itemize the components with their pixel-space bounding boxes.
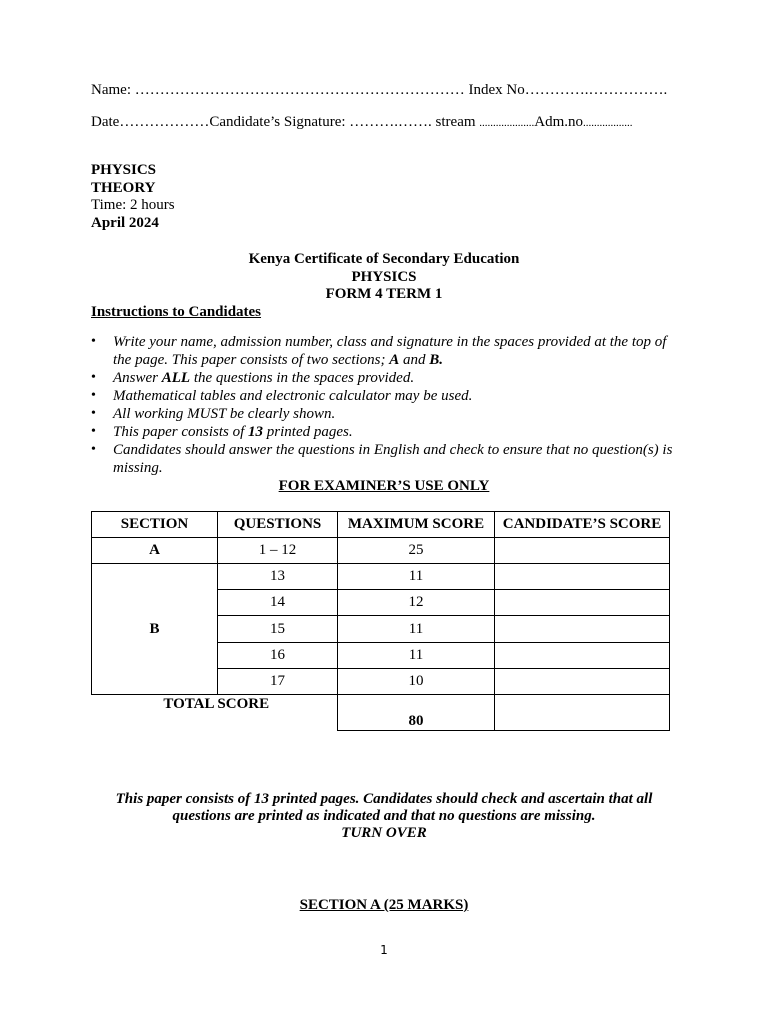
- row-score-cell[interactable]: [495, 669, 670, 695]
- row-questions: 17: [218, 669, 338, 695]
- table-row: [92, 564, 670, 590]
- instruction-item: [91, 423, 681, 441]
- row-score-cell[interactable]: [495, 564, 670, 590]
- section-a-label: A: [92, 538, 218, 564]
- instruction-text: the questions in the spaces provided.: [190, 370, 415, 386]
- table-row-section-a: [92, 538, 670, 564]
- row-max: 11: [338, 564, 495, 590]
- bullet-icon: •: [91, 370, 96, 385]
- instruction-text: A: [389, 352, 400, 368]
- page-number: 1: [380, 943, 388, 957]
- date-signature-line: [91, 113, 633, 132]
- paper-time: Time: 2 hours: [91, 197, 175, 213]
- row-score-cell[interactable]: [495, 616, 670, 643]
- instruction-text: and: [399, 352, 430, 368]
- turn-over: TURN OVER: [341, 825, 427, 841]
- col-header-questions: QUESTIONS: [218, 512, 338, 538]
- col-header-section: SECTION: [92, 512, 218, 538]
- adm-label: Adm.no: [534, 114, 584, 130]
- name-index-line: Name: ………………………………………………………… Index No………….…………….: [91, 82, 668, 98]
- row-max: 11: [338, 643, 495, 669]
- section-a-max: 25: [338, 538, 495, 564]
- instruction-text: This paper consists of: [113, 424, 249, 440]
- section-a-questions: 1 – 12: [218, 538, 338, 564]
- instruction-item: [91, 369, 681, 387]
- exam-form-term: FORM 4 TERM 1: [325, 286, 443, 302]
- paper-type: THEORY: [91, 180, 156, 196]
- instructions-list: [91, 333, 681, 477]
- row-questions: 15: [218, 616, 338, 643]
- row-questions: 16: [218, 643, 338, 669]
- table-row-total: [92, 695, 670, 731]
- row-score-cell[interactable]: [495, 643, 670, 669]
- instruction-text: printed pages.: [263, 424, 353, 440]
- instruction-text: 13: [248, 424, 264, 440]
- table-header-row: [92, 512, 670, 538]
- instruction-text: Mathematical tables and electronic calculator may be used.: [113, 388, 473, 404]
- date-signature-text: Date………………Candidate’s Signature: ……….……. stream: [91, 114, 480, 130]
- bullet-icon: •: [91, 406, 96, 421]
- section-a-heading: SECTION A (25 MARKS): [299, 897, 469, 913]
- instruction-item: [91, 333, 681, 369]
- bullet-icon: •: [91, 334, 96, 349]
- row-max: 12: [338, 590, 495, 616]
- total-score-label: TOTAL SCORE: [163, 696, 270, 712]
- instructions-title: Instructions to Candidates: [91, 304, 262, 320]
- instruction-item: [91, 405, 681, 423]
- row-max: 11: [338, 616, 495, 643]
- row-max: 10: [338, 669, 495, 695]
- exam-title: Kenya Certificate of Secondary Education: [248, 251, 520, 267]
- footer-note-line2: questions are printed as indicated and that no questions are missing.: [172, 808, 596, 824]
- instruction-item: [91, 441, 681, 477]
- paper-date: April 2024: [91, 215, 159, 231]
- instruction-item: [91, 387, 681, 405]
- instruction-text: B.: [429, 352, 444, 368]
- row-questions: 14: [218, 590, 338, 616]
- instruction-text: Write your name, admission number, class and signature in the spaces provided at the top of the page. This paper consists of two sections;: [113, 334, 667, 368]
- bullet-icon: •: [91, 388, 96, 403]
- stream-dots: ....................: [479, 117, 535, 129]
- exam-subject: PHYSICS: [351, 269, 417, 285]
- section-b-label: B: [92, 564, 218, 695]
- row-score-cell[interactable]: [495, 590, 670, 616]
- total-score-cell[interactable]: [495, 695, 670, 731]
- col-header-candidate-score: CANDIDATE’S SCORE: [495, 512, 670, 538]
- instruction-text: Candidates should answer the questions in English and check to ensure that no question(s) is missing.: [113, 442, 673, 476]
- instruction-text: ALL: [161, 370, 191, 386]
- col-header-max-score: MAXIMUM SCORE: [338, 512, 495, 538]
- footer-note-line1: This paper consists of 13 printed pages. Candidates should check and ascertain that all: [115, 791, 653, 807]
- instruction-text: All working MUST be clearly shown.: [113, 406, 336, 422]
- score-table: [91, 511, 670, 731]
- total-max: 80: [338, 695, 495, 731]
- examiner-heading: FOR EXAMINER’S USE ONLY: [278, 478, 490, 494]
- bullet-icon: •: [91, 424, 96, 439]
- bullet-icon: •: [91, 442, 96, 457]
- instruction-text: Answer: [113, 370, 162, 386]
- section-a-score-cell[interactable]: [495, 538, 670, 564]
- adm-dots: ..................: [583, 117, 633, 129]
- row-questions: 13: [218, 564, 338, 590]
- paper-subject: PHYSICS: [91, 162, 157, 178]
